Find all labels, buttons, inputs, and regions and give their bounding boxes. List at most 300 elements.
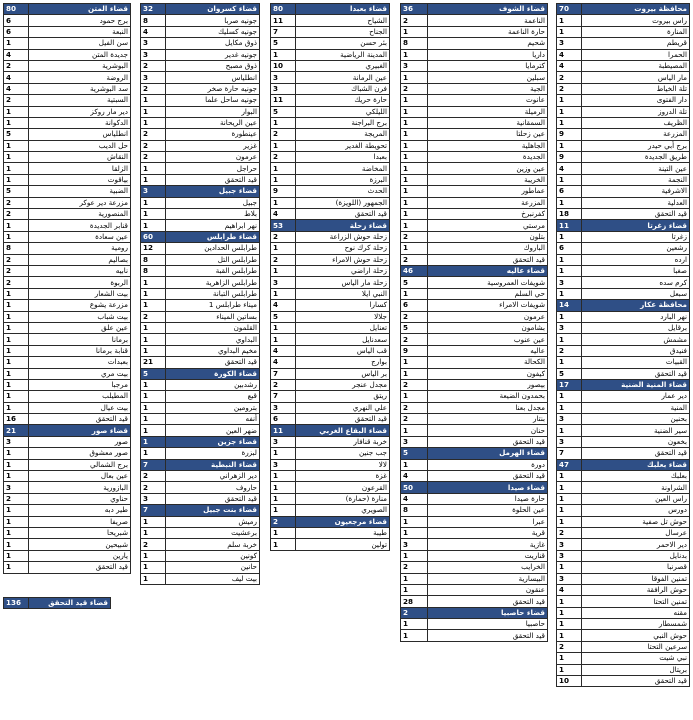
location-cell: بعلبك [582,471,690,482]
count-cell: 21 [4,425,29,436]
count-cell: 46 [401,265,428,276]
table-row [557,482,690,493]
count-cell: 2 [557,641,582,652]
count-cell: 2 [401,254,428,265]
table-row [141,539,260,550]
location-cell: المطيلب [29,391,131,402]
count-cell: 50 [401,482,428,493]
location-cell: قضاء الكورة [166,368,260,379]
table-row [141,482,260,493]
count-cell: 2 [401,607,428,618]
count-cell: 1 [401,26,428,37]
count-cell: 1 [4,562,29,573]
location-cell: قيد التحقق [582,209,690,220]
location-cell: جبيل [166,197,260,208]
location-cell: حارة الناعمة [428,26,548,37]
count-cell: 1 [401,550,428,561]
location-cell: المزرعة [582,129,690,140]
location-cell: شبيحين [29,539,131,550]
count-cell: 1 [4,539,29,550]
count-cell: 2 [401,402,428,413]
count-cell: 1 [4,174,29,185]
location-cell: قريطم [582,38,690,49]
location-cell: دار الفتوى [582,95,690,106]
location-cell: حوش النبي [582,630,690,641]
location-cell: دير عمار [582,391,690,402]
count-cell: 6 [557,186,582,197]
count-cell: 5 [4,129,29,140]
table-row [4,15,131,26]
table-row [4,402,131,413]
count-cell: 2 [401,311,428,322]
location-cell: قضاء جزين [166,436,260,447]
table-row [4,414,131,425]
count-cell: 2 [271,231,296,242]
table-row [4,527,131,538]
location-cell: تمنين التحتا [582,596,690,607]
table-row [4,174,131,185]
location-cell: قرية [428,527,548,538]
location-cell: حنان [428,425,548,436]
location-cell: قضاء المتن [29,4,131,15]
table-row [4,288,131,299]
location-cell: نهر ابراهيم [166,220,260,231]
location-cell: قضاء النبطية [166,459,260,470]
table-row [557,231,690,242]
count-cell: 1 [4,357,29,368]
location-cell: البوشرية [29,60,131,71]
location-cell: قيد التحقق [428,596,548,607]
location-cell: مار الياس [582,72,690,83]
table-row [401,562,548,573]
count-cell: 9 [557,129,582,140]
table-row [401,49,548,60]
table-row [4,539,131,550]
count-cell: 2 [557,83,582,94]
table-row [4,448,131,459]
count-cell: 1 [141,550,166,561]
count-cell: 2 [557,345,582,356]
count-cell: 3 [4,436,29,447]
location-cell: المريجة [296,129,390,140]
location-cell: قضاء زغرتا [582,220,690,231]
count-cell: 4 [4,72,29,83]
location-cell: يارين [29,550,131,561]
count-cell: 1 [4,391,29,402]
count-cell: 1 [4,471,29,482]
location-cell: بصاليم [29,254,131,265]
location-cell: عين التينة [582,163,690,174]
location-cell: مجدل عنجر [296,379,390,390]
table-row [4,140,131,151]
count-cell: 1 [141,163,166,174]
table-row [141,288,260,299]
location-cell: الجديدة [428,152,548,163]
count-cell: 60 [141,231,166,242]
count-cell: 1 [4,448,29,459]
table-row [4,562,131,573]
count-cell: 1 [4,163,29,174]
table-row [4,49,131,60]
count-cell: 1 [557,471,582,482]
table-row [401,368,548,379]
location-cell: قضاء الهرمل [428,448,548,459]
count-cell: 1 [4,152,29,163]
count-cell: 1 [141,425,166,436]
location-cell: المخاضة [296,163,390,174]
table-row [271,140,390,151]
count-cell: 1 [401,152,428,163]
location-cell: جب جنين [296,448,390,459]
count-cell: 1 [271,265,296,276]
table-row [401,573,548,584]
location-cell: دورس [582,505,690,516]
total-label: قضاء قيد التحقق [29,598,111,609]
table-row [271,448,390,459]
table-row [4,459,131,470]
count-cell: 3 [4,482,29,493]
count-cell: 5 [271,311,296,322]
count-cell: 2 [141,140,166,151]
count-cell: 2 [557,72,582,83]
count-cell: 17 [557,379,582,390]
table-row [141,357,260,368]
table-row [4,550,131,561]
location-cell: الحمرا [582,49,690,60]
location-cell: فرن الشباك [296,83,390,94]
count-cell: 3 [557,539,582,550]
location-cell: قيد التحقق [428,471,548,482]
location-cell: مزرعة دير عوكر [29,197,131,208]
table-row [141,402,260,413]
table-row [557,368,690,379]
location-cell: بيصور [428,379,548,390]
location-cell: عماطور [428,186,548,197]
count-cell: 32 [141,4,166,15]
location-cell: الجية [428,83,548,94]
table-row [557,539,690,550]
count-cell: 12 [141,243,166,254]
table-row [271,197,390,208]
table-row [557,345,690,356]
table-row [271,15,390,26]
location-cell: قيد التحقق [428,436,548,447]
table-row [271,414,390,425]
count-cell: 2 [4,493,29,504]
location-cell: عين وزين [428,163,548,174]
count-cell: 21 [141,357,166,368]
location-cell: قيد التحقق [166,357,260,368]
count-cell: 1 [141,562,166,573]
table-row [557,448,690,459]
location-cell: تمنين الفوقا [582,573,690,584]
count-cell: 1 [4,311,29,322]
count-cell: 1 [401,527,428,538]
count-cell: 5 [141,368,166,379]
count-cell: 4 [557,163,582,174]
location-cell: غازية [428,539,548,550]
location-cell: لبزرة [166,448,260,459]
location-cell: راس العين [582,493,690,504]
table-row [401,391,548,402]
count-cell: 1 [401,106,428,117]
count-cell: 1 [141,322,166,333]
location-cell: الروضة [29,72,131,83]
table-row [141,220,260,231]
section-header-row [271,516,390,527]
count-cell: 3 [271,402,296,413]
table-row [4,60,131,71]
location-cell: سرعين التحتا [582,641,690,652]
count-cell: 1 [4,106,29,117]
count-cell: 3 [557,414,582,425]
table-row [141,243,260,254]
location-cell: الشياح [296,15,390,26]
table-row [557,402,690,413]
count-cell: 3 [557,436,582,447]
table-row [141,117,260,128]
count-cell: 1 [141,117,166,128]
count-cell: 2 [4,254,29,265]
count-cell: 4 [557,49,582,60]
table-row [557,163,690,174]
table-row [271,539,390,550]
count-cell: 1 [557,505,582,516]
location-cell: الجناح [296,26,390,37]
table-row [557,493,690,504]
table-row [557,15,690,26]
location-cell: ميناء طرابلس 1 [166,300,260,311]
table-row [401,220,548,231]
table-row [401,436,548,447]
location-cell: لالا [296,459,390,470]
count-cell: 1 [401,72,428,83]
table-row [4,379,131,390]
count-cell: 3 [141,49,166,60]
table-row [271,83,390,94]
location-cell: سير الضنية [582,425,690,436]
location-cell: قيد التحقق [582,448,690,459]
location-cell: كترمايا [428,60,548,71]
location-cell: البرزة [296,174,390,185]
count-cell: 11 [557,220,582,231]
count-cell: 1 [401,516,428,527]
count-cell: 1 [557,562,582,573]
location-cell: زحلة كرك نوح [296,243,390,254]
location-cell: رميش [166,516,260,527]
count-cell: 53 [271,220,296,231]
location-cell: صور معشوق [29,448,131,459]
table-row [141,345,260,356]
count-cell: 1 [141,448,166,459]
location-cell: مزرعة يشوع [29,300,131,311]
table-row [141,516,260,527]
location-cell: جونيه ساحل علما [166,95,260,106]
location-cell: بدنايل [582,550,690,561]
table-row [271,117,390,128]
count-cell: 4 [557,60,582,71]
table-row [557,209,690,220]
count-cell: 1 [141,197,166,208]
location-cell: قضاء المنية الضنية [582,379,690,390]
location-cell: الضبية [29,186,131,197]
table-row [271,95,390,106]
count-cell: 1 [557,140,582,151]
table-row [141,448,260,459]
count-cell: 3 [141,72,166,83]
section-header-row [401,607,548,618]
table-row [557,311,690,322]
table-row [557,676,690,687]
table-row [401,300,548,311]
table-row [141,265,260,276]
location-cell: مشمش [582,334,690,345]
location-cell: صور [29,436,131,447]
section-header-row [557,4,690,15]
table-row [141,573,260,584]
count-cell: 3 [271,72,296,83]
location-cell: حراجل [166,163,260,174]
table-row [4,357,131,368]
count-cell: 5 [4,186,29,197]
count-cell: 36 [401,4,428,15]
count-cell: 8 [141,254,166,265]
location-cell: رشدبين [166,379,260,390]
location-cell: عين بعال [29,471,131,482]
table-row [4,277,131,288]
location-cell: حي السلم [428,288,548,299]
table-row [141,49,260,60]
table-row [271,231,390,242]
table-row [4,72,131,83]
count-cell: 1 [557,357,582,368]
table-row [141,26,260,37]
count-cell: 4 [401,493,428,504]
count-cell: 2 [4,265,29,276]
table-row [141,72,260,83]
location-cell: طرابلس القبة [166,265,260,276]
count-cell: 2 [141,60,166,71]
count-cell: 3 [401,539,428,550]
location-cell: القبيات [582,357,690,368]
count-cell: 7 [271,26,296,37]
location-cell: القلمون [166,322,260,333]
location-cell: عينطورة [166,129,260,140]
table-row [271,505,390,516]
count-cell: 6 [4,26,29,37]
location-cell: الكحالة [428,357,548,368]
location-cell: مقنه [582,607,690,618]
location-cell: طير دبه [29,505,131,516]
table-row [141,106,260,117]
count-cell: 7 [141,505,166,516]
district-table [3,3,131,574]
table-row [401,527,548,538]
count-cell: 1 [557,516,582,527]
section-header-row [557,220,690,231]
table-row [401,471,548,482]
location-cell: مجدل بعنا [428,402,548,413]
count-cell: 1 [4,379,29,390]
table-row [4,471,131,482]
count-cell: 3 [557,322,582,333]
table-row [4,265,131,276]
location-cell: المنية [582,402,690,413]
table-row [4,254,131,265]
table-row [401,596,548,607]
table-row [141,83,260,94]
location-cell: السمقانية [428,117,548,128]
location-cell: راس بيروت [582,15,690,26]
table-row [401,186,548,197]
location-cell: داريا [428,49,548,60]
count-cell: 2 [271,254,296,265]
table-row [557,653,690,664]
table-row [141,414,260,425]
table-row [557,516,690,527]
table-row [401,584,548,595]
count-cell: 1 [4,117,29,128]
table-row [4,83,131,94]
table-row [557,254,690,265]
location-cell: الخرايب [428,562,548,573]
location-cell: عرسال [582,527,690,538]
count-cell: 2 [557,527,582,538]
location-cell: الجمهور (اللويزة) [296,197,390,208]
count-cell: 1 [401,186,428,197]
district-table [556,3,690,687]
location-cell: عين الحلوة [428,505,548,516]
location-cell: بوارج [296,357,390,368]
count-cell: 1 [557,619,582,630]
table-row [271,265,390,276]
table-row [4,493,131,504]
table-row [141,550,260,561]
section-header-row [557,379,690,390]
table-row [401,311,548,322]
count-cell: 1 [4,345,29,356]
count-cell: 1 [557,630,582,641]
location-cell: حاصبيا [428,619,548,630]
location-cell: النبعة [29,26,131,37]
location-cell: قنابر الجديدة [29,220,131,231]
location-cell: عنقون [428,584,548,595]
count-cell: 8 [401,38,428,49]
section-header-row [141,186,260,197]
count-cell: 4 [271,300,296,311]
table-row [4,220,131,231]
count-cell: 5 [401,322,428,333]
location-cell: دير الاحمر [582,539,690,550]
table-row [141,562,260,573]
location-cell: صغبا [582,265,690,276]
location-cell: قضاء صور [29,425,131,436]
section-header-row [141,436,260,447]
table-row [557,550,690,561]
count-cell: 1 [141,402,166,413]
location-cell: فنيدق [582,345,690,356]
table-row [4,129,131,140]
table-row [557,425,690,436]
count-cell: 4 [557,584,582,595]
table-row [141,95,260,106]
location-cell: عين الريحانة [166,117,260,128]
location-cell: كفرنبرخ [428,209,548,220]
table-row [141,425,260,436]
location-cell: قيد التحقق [428,254,548,265]
count-cell: 1 [401,357,428,368]
count-cell: 2 [141,539,166,550]
